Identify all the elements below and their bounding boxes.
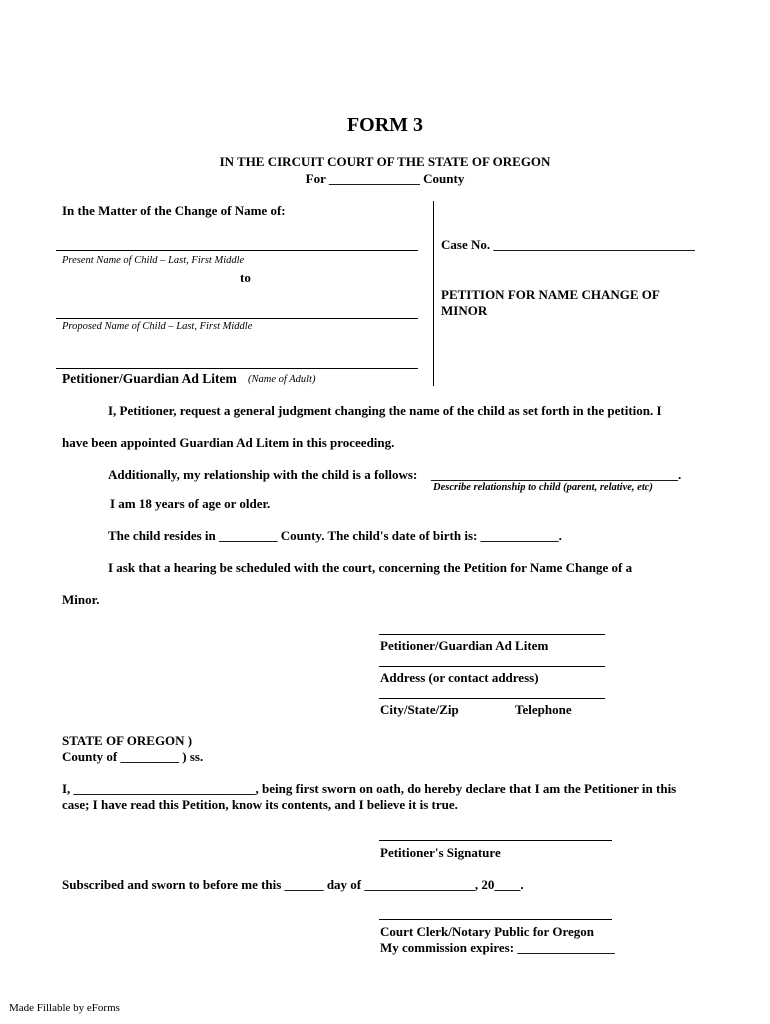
petition-title-line1: PETITION FOR NAME CHANGE OF [441,287,660,302]
residence-birthdate-statement[interactable]: The child resides in _________ County. The child's date of birth is: ____________. [108,528,562,543]
hearing-request-line2: Minor. [62,592,100,607]
petition-request-line2: have been appointed Guardian Ad Litem in this proceeding. [62,435,395,450]
city-state-zip-field[interactable] [379,698,605,699]
clerk-label: Court Clerk/Notary Public for Oregon [380,924,594,939]
caption-divider [433,201,434,386]
proposed-name-field[interactable] [56,318,418,319]
court-heading: IN THE CIRCUIT COURT OF THE STATE OF OREGON [219,154,551,169]
commission-expires-field[interactable]: My commission expires: _______________ [380,940,615,955]
city-state-zip-label: City/State/Zip [380,702,459,717]
oath-signature-label: Petitioner's Signature [380,845,501,860]
relationship-statement: Additionally, my relationship with the child is a follows: [108,467,418,482]
form-title: FORM 3 [346,114,424,136]
hearing-request-line1: I ask that a hearing be scheduled with the court, concerning the Petition for Name Change of a [108,560,633,575]
present-name-field[interactable] [56,250,418,251]
petition-title-line2: MINOR [441,303,488,318]
oath-statement-line2: case; I have read this Petition, know its contents, and I believe it is true. [62,797,458,812]
oath-statement-line1[interactable]: I, ____________________________, being first sworn on oath, do hereby declare that I am the Petitioner in this [62,781,677,796]
proposed-name-label: Proposed Name of Child – Last, First Middle [62,321,253,332]
footer-made-fillable: Made Fillable by eForms [9,1002,120,1014]
county-line[interactable]: For ______________ County [305,171,465,186]
petition-request-line1: I, Petitioner, request a general judgment changing the name of the child as set forth in the petition. I [108,403,662,418]
address-field[interactable] [379,666,605,667]
petitioner-name-field[interactable] [56,368,418,369]
petitioner-signature-field[interactable] [379,634,605,635]
age-statement: I am 18 years of age or older. [110,496,271,511]
petitioner-note: (Name of Adult) [248,374,316,385]
clerk-signature-field[interactable] [379,919,612,920]
relationship-hint: Describe relationship to child (parent, relative, etc) [433,482,653,493]
to-label: to [240,270,251,285]
county-venue-field[interactable]: County of _________ ) ss. [62,749,204,764]
matter-heading: In the Matter of the Change of Name of: [62,203,286,218]
petitioner-label: Petitioner/Guardian Ad Litem [62,371,237,386]
state-venue: STATE OF OREGON ) [62,733,193,748]
subscribed-statement[interactable]: Subscribed and sworn to before me this ______ day of _________________, 20____. [62,877,524,892]
petitioner-signature-label: Petitioner/Guardian Ad Litem [380,638,549,653]
address-label: Address (or contact address) [380,670,539,685]
case-number-field[interactable]: Case No. _______________________________ [441,237,695,252]
oath-signature-field[interactable] [379,840,612,841]
relationship-field[interactable]: ______________________________________. [431,467,682,482]
present-name-label: Present Name of Child – Last, First Middle [62,255,245,266]
telephone-label: Telephone [515,702,572,717]
